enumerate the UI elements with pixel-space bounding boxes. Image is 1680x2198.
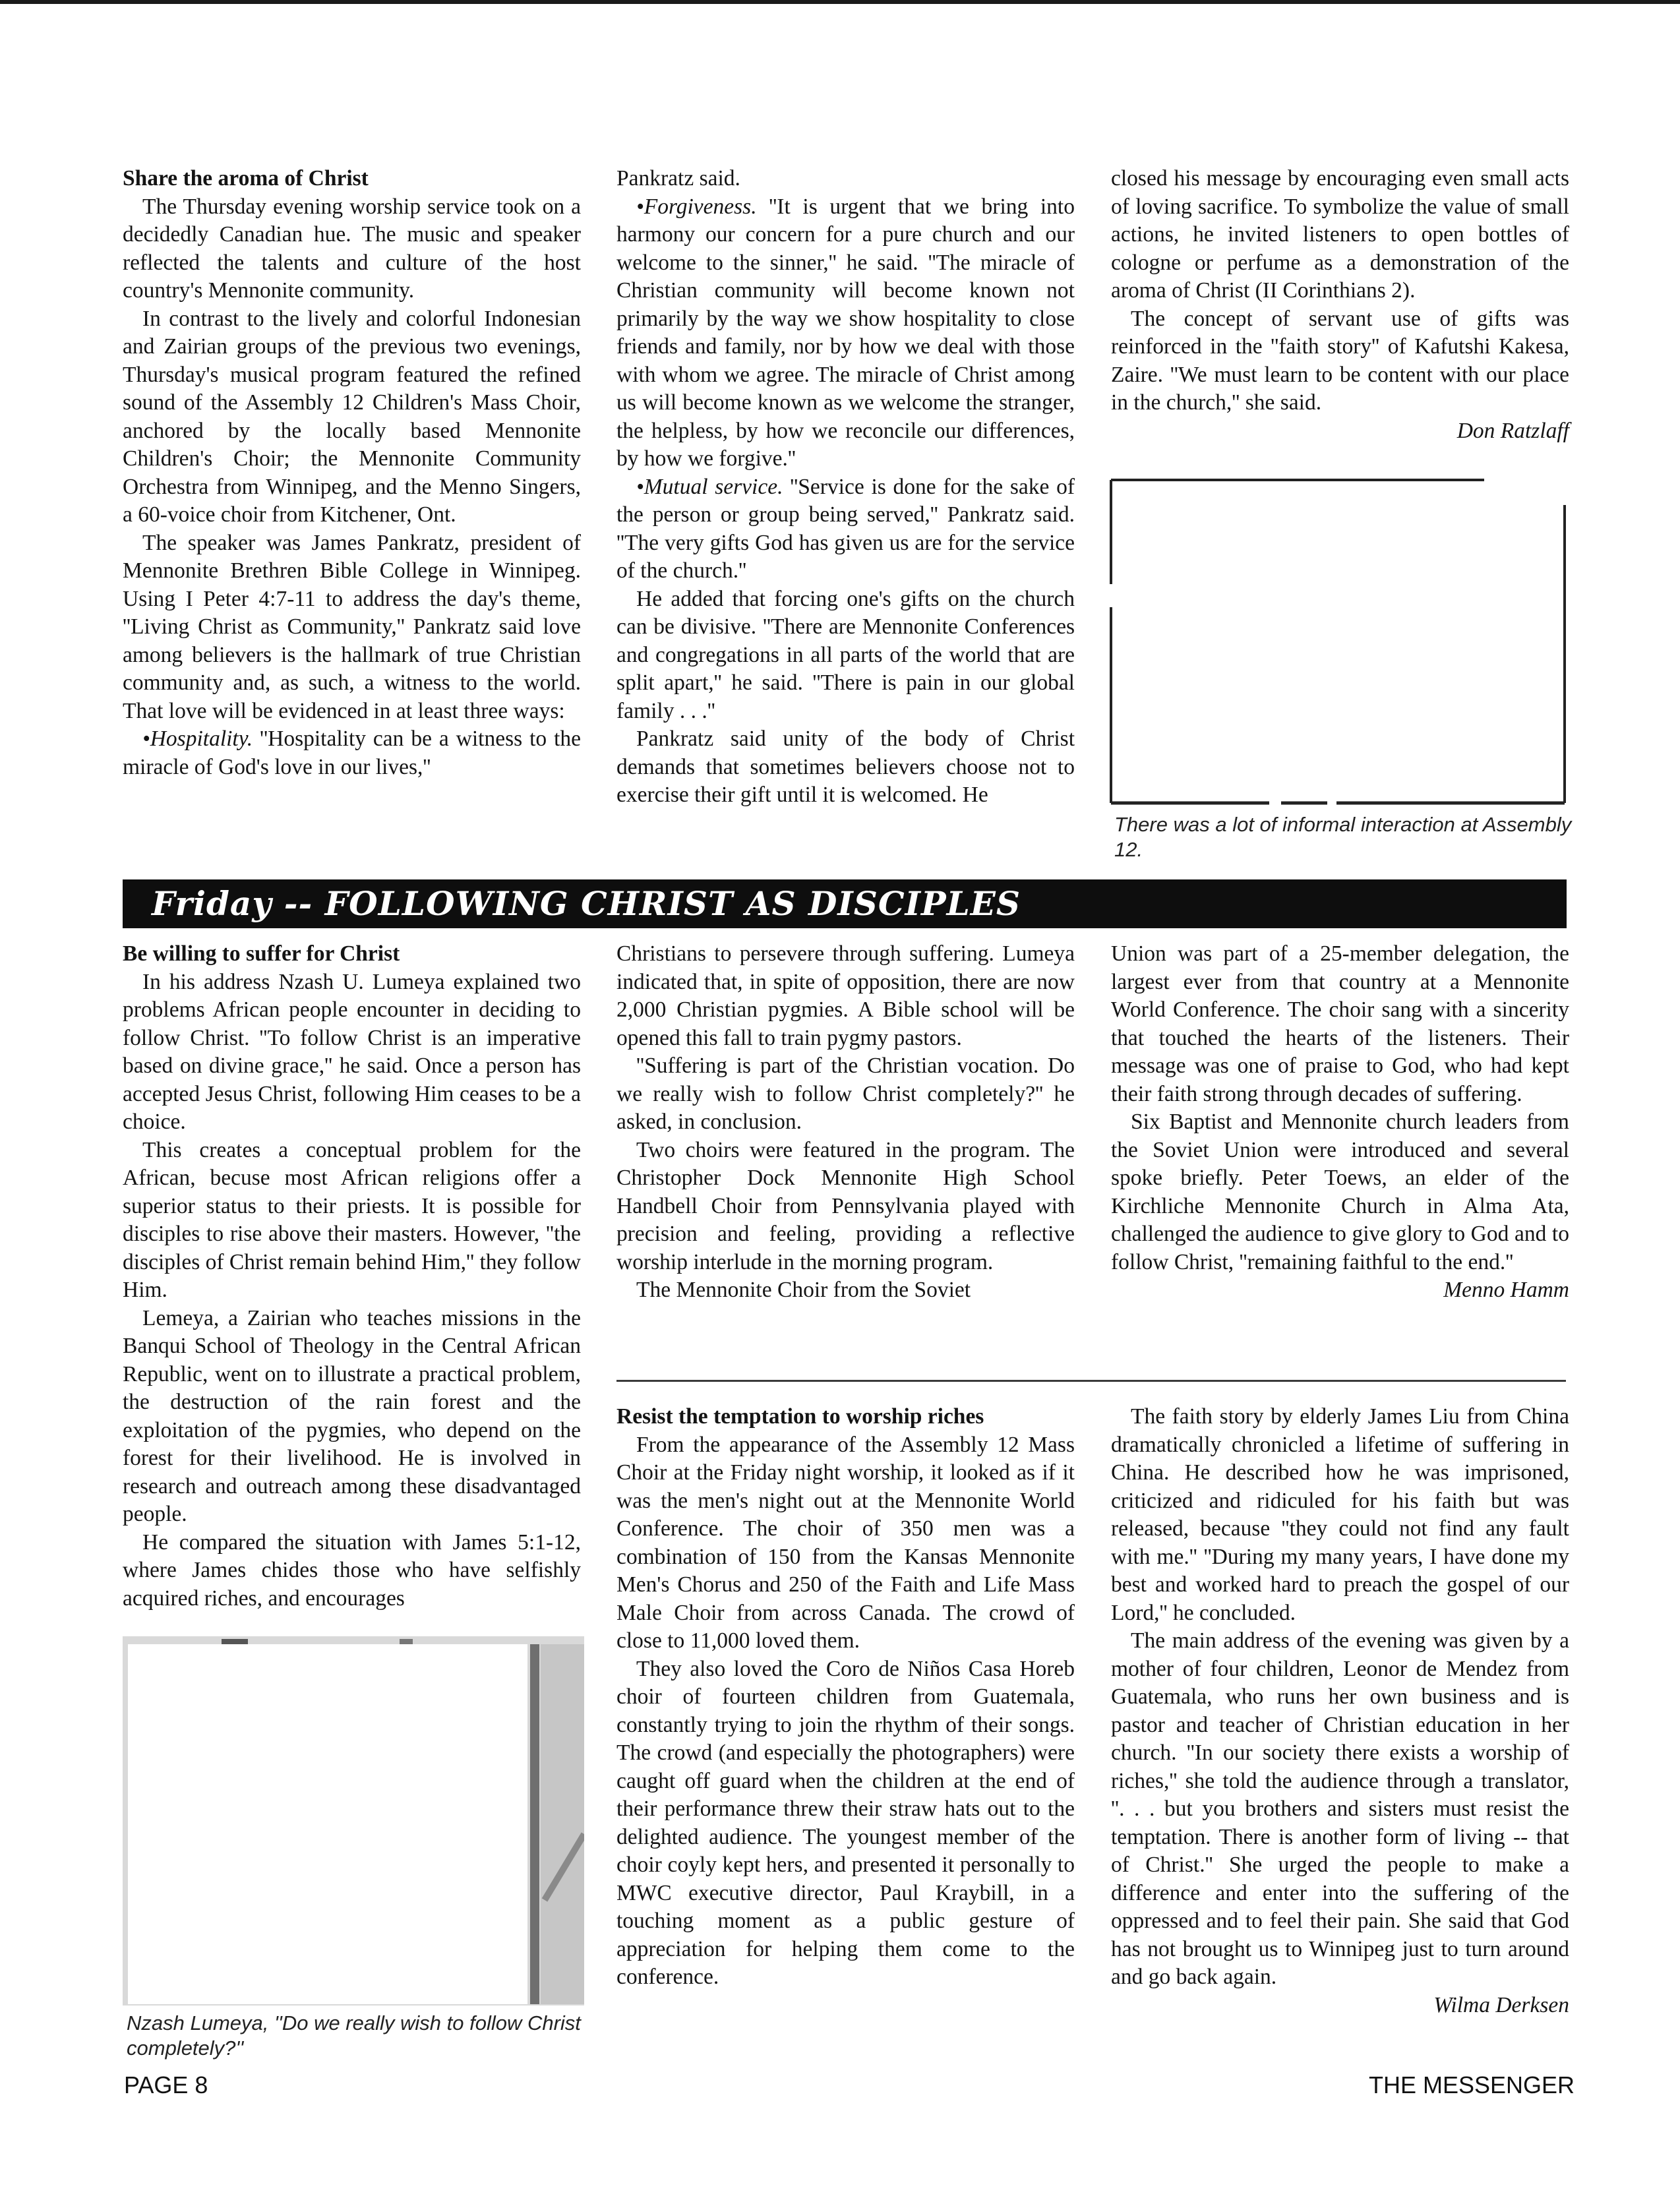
article-suffer-col1 <box>123 940 581 1613</box>
paragraph: The Mennonite Choir from the Soviet <box>636 1278 971 1302</box>
article-riches-col3 <box>1111 1403 1569 2019</box>
paragraph: From the appearance of the Assembly 12 Mass Choir at the Friday night worship, it looked as if it was the men's night out at the Mennonite World Conference. The choir of 350 men was a combination of 150 from the Kansas Mennonite Men's Chorus and 250 of the Faith and Life Mass Male Choir from across Canada. The crowd of close to 11,000 loved them. <box>616 1432 1075 1653</box>
photo-nzash-lumeya <box>123 1636 584 2005</box>
paragraph: The faith story by elderly James Liu from China dramatically chronicled a lifetime of suffering in China. He described how he was imprisoned, criticized and ridiculed for his faith but was released, because ''they could not find any fault with me.'' ''During my many years, I have done my best and worked hard to preach the gospel of our Lord,'' he concluded. <box>1111 1404 1569 1625</box>
paragraph: He compared the situation with James 5:1-12, where James chides those who have selfishly acquired riches, and encourages <box>123 1530 581 1611</box>
paragraph: Two choirs were featured in the program. The Christopher Dock Mennonite High School Handbell Choir from Pennsylvania played with precision and feeling, providing a reflective worship interlude in the morning program. <box>616 1137 1075 1274</box>
article-aroma-col3 <box>1111 165 1569 445</box>
paragraph: closed his message by encouraging even small acts of loving sacrifice. To symbolize the value of small actions, he invited listeners to open bottles of cologne or perfume as a demonstration of the aroma of Christ (II Corinthians 2). <box>1111 166 1569 303</box>
article-heading: Be willing to suffer for Christ <box>123 941 400 966</box>
paragraph: Lemeya, a Zairian who teaches missions in the Banqui School of Theology in the Central African Republic, went on to illustrate a practical problem, the destruction of the rain forest and the exploitation of the pygmies, who depend on the forest for their livelihood. He is involved in research and outreach among these disadvantaged people. <box>123 1305 581 1526</box>
bullet-text: ''Hospitality can be a witness to the miracle of God's love in our lives,'' <box>123 727 581 779</box>
paragraph: Pankratz said. <box>616 166 740 191</box>
paragraph: Six Baptist and Mennonite church leaders from the Soviet Union were introduced and several spoke briefly. Peter Toews, an elder of the Kirchliche Mennonite Church in Alma Ata, challenged the audience to give glory to God and to follow Christ, ''remaining faithful to the end.'' <box>1111 1110 1569 1274</box>
paragraph <box>616 193 1075 473</box>
article-suffer-col2 <box>616 940 1075 1305</box>
byline: Wilma Derksen <box>1433 1992 1569 2017</box>
section-divider <box>616 1380 1566 1382</box>
bullet-label: •Mutual service. <box>636 474 783 499</box>
paragraph: They also loved the Coro de Niños Casa Horeb choir of fourteen children from Guatemala, constantly trying to join the rhythm of their songs. The crowd (and especially the photographers) were caught off guard when the children at the end of their performance threw their straw hats out to the delighted audience. The youngest member of the choir coyly kept hers, and presented it personally to MWC executive director, Paul Kraybill, in a touching moment as a public gesture of appreciation for helping them come to the conference. <box>616 1656 1075 1989</box>
publication-name: THE MESSENGER <box>1368 2071 1575 2098</box>
paragraph <box>616 473 1075 585</box>
paragraph: The concept of servant use of gifts was reinforced in the ''faith story'' of Kafutshi Kakesa, Zaire. ''We must learn to be content with our place in the church,'' she said. <box>1111 306 1569 415</box>
article-riches-col2 <box>616 1403 1075 1992</box>
paragraph: Pankratz said unity of the body of Christ demands that sometimes believers choose not to exercise their gift until it is welcomed. He <box>616 727 1075 807</box>
paragraph: ''Suffering is part of the Christian vocation. Do we really wish to follow Christ completely?'' he asked, in conclusion. <box>616 1054 1075 1134</box>
paragraph <box>123 725 581 781</box>
photo-caption: There was a lot of informal interaction at Assembly 12. <box>1114 813 1572 861</box>
page-number: PAGE 8 <box>124 2071 208 2098</box>
photo-informal-interaction <box>1110 479 1568 807</box>
photo-caption: Nzash Lumeya, ''Do we really wish to follow Christ completely?'' <box>127 2011 581 2060</box>
bullet-text: ''It is urgent that we bring into harmony our concern for a pure church and our welcome to the sinner,'' he said. ''The miracle of Christian community will become known not primarily by the way we show hospitality to close friends and family, nor by how we deal with those with whom we agree. The miracle of Christ among us will become known as we welcome the stranger, the helpless, by how we reconcile our differences, by how we forgive.'' <box>616 194 1075 471</box>
paragraph: Union was part of a 25-member delegation, the largest ever from that country at a Mennonite World Conference. The choir sang with a sincerity that touched the hearts of the listeners. Their message was one of praise to God, who had kept their faith strong through decades of suffering. <box>1111 941 1569 1106</box>
byline: Menno Hamm <box>1443 1278 1569 1302</box>
article-heading: Share the aroma of Christ <box>123 166 369 191</box>
article-heading: Resist the temptation to worship riches <box>616 1404 984 1429</box>
byline: Don Ratzlaff <box>1456 418 1569 443</box>
paragraph: The main address of the evening was given by a mother of four children, Leonor de Mendez from Guatemala, who runs her own business and is pastor and teacher of Christian education in her church. ''In our society there exists a worship of riches,'' she told the audience through a translator, ''. . . but you brothers and sisters must resist the temptation. There is another form of living -- that of Christ.'' She urged the people to make a difference and enter into the suffering of the oppressed and to feel their pain. She said that God has not brought us to Winnipeg just to turn around and go back again. <box>1111 1628 1569 1989</box>
article-suffer-col3 <box>1111 940 1569 1305</box>
bullet-text: ''Service is done for the sake of the person or group being served,'' Pankratz said. ''The very gifts God has given us are for the service of the church.'' <box>616 474 1075 583</box>
article-aroma-col2 <box>616 165 1075 810</box>
paragraph: Christians to persevere through suffering. Lumeya indicated that, in spite of opposition, there are now 2,000 Christian pygmies. A Bible school will be opened this fall to train pygmy pastors. <box>616 941 1075 1050</box>
section-banner: Friday -- FOLLOWING CHRIST AS DISCIPLES <box>123 879 1567 928</box>
paragraph: The Thursday evening worship service took on a decidedly Canadian hue. The music and speaker reflected the talents and culture of the host country's Mennonite community. <box>123 194 581 303</box>
paragraph: The speaker was James Pankratz, president of Mennonite Brethren Bible College in Winnipeg. Using I Peter 4:7-11 to address the day's theme, ''Living Christ as Community,'' Pankratz said love among believers is the hallmark of true Christian community and, as such, a witness to the world. That love will be evidenced in at least three ways: <box>123 530 581 723</box>
paragraph: He added that forcing one's gifts on the church can be divisive. ''There are Mennonite Conferences and congregations in all parts of the world that are split apart,'' he said. ''There is pain in our global family . . .'' <box>616 586 1075 723</box>
paragraph: This creates a conceptual problem for the African, becuse most African religions offer a superior status to their priests. It is possible for disciples to rise above their masters. However, ''the disciples of Christ remain behind Him,'' they follow Him. <box>123 1137 581 1302</box>
article-aroma-col1 <box>123 165 581 781</box>
bullet-label: •Hospitality. <box>142 727 253 751</box>
paragraph: In his address Nzash U. Lumeya explained two problems African people encounter in deciding to follow Christ. ''To follow Christ is an imperative based on divine grace,'' he said. Once a person has accepted Jesus Christ, following Him ceases to be a choice. <box>123 969 581 1134</box>
bullet-label: •Forgiveness. <box>636 194 757 219</box>
top-edge-line <box>0 0 1680 4</box>
paragraph: In contrast to the lively and colorful Indonesian and Zairian groups of the previous two evenings, Thursday's musical program featured the refined sound of the Assembly 12 Children's Mass Choir, anchored by the locally based Mennonite Children's Choir; the Mennonite Community Orchestra from Winnipeg, and the Menno Singers, a 60-voice choir from Kitchener, Ont. <box>123 306 581 527</box>
